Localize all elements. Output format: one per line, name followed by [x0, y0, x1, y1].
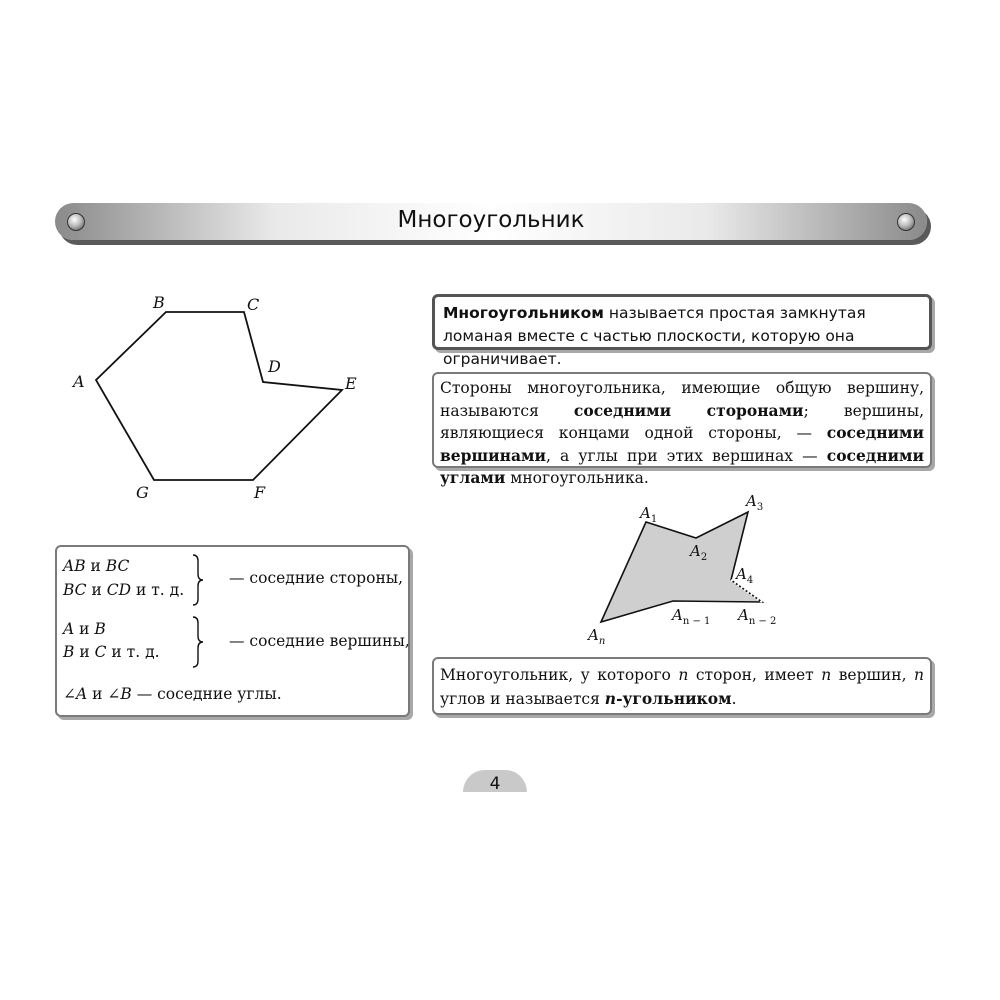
vertex-b: B: [94, 620, 106, 638]
term-n-gon: -угольником: [616, 689, 732, 708]
verts-example-line1: [63, 620, 106, 638]
ngon-definition-box: [432, 657, 932, 715]
ngon-label-a1: $A_1$: [640, 504, 658, 525]
ngon-label-an2: $A_{n - 2}$: [738, 606, 777, 627]
vertex-label-f: F: [254, 483, 266, 502]
conjunction: и: [74, 620, 95, 638]
angles-caption: — соседние углы.: [131, 685, 282, 703]
page-title: Многоугольник: [397, 207, 585, 233]
segment-cd: CD: [106, 581, 132, 599]
examples-box: [55, 545, 410, 717]
segment-ab: AB: [63, 557, 86, 575]
ngon-figure: [576, 484, 796, 648]
angle-a: ∠A: [63, 685, 88, 703]
ngon-text: сторон, имеет: [688, 666, 822, 684]
variable-n-bold: n: [604, 689, 617, 708]
brace-icon: [191, 615, 205, 669]
ngon-text: вершин,: [831, 666, 915, 684]
neighbors-text: ; вершины, являющиеся концами одной стороны, —: [440, 401, 924, 442]
neighbors-box: [432, 372, 932, 487]
sides-example-line1: [63, 557, 129, 575]
vertex-label-e: E: [345, 374, 357, 393]
polygon-abcdefg: [96, 312, 342, 480]
ngon-label-a3: $A_3$: [746, 492, 764, 513]
bolt-icon: [897, 213, 915, 231]
vertex-b: B: [63, 643, 75, 661]
ngon-label-an1: $A_{n - 1}$: [672, 606, 711, 627]
term-adjacent-vertices: соседними вершинами: [440, 423, 924, 465]
conjunction: и: [85, 557, 106, 575]
ngon-label-an: $A_n$: [588, 626, 606, 647]
brace-icon: [191, 553, 205, 607]
conjunction: и: [87, 685, 108, 703]
verts-example-line2: [63, 643, 160, 661]
etc-text: и т. д.: [106, 643, 160, 661]
page-number: 4: [463, 770, 527, 792]
conjunction: и: [74, 643, 95, 661]
variable-n: n: [678, 666, 689, 684]
angles-example-line: [63, 685, 282, 703]
vertex-label-d: D: [268, 357, 281, 376]
vertex-label-b: B: [153, 293, 165, 312]
neighbors-text: многоугольника.: [505, 469, 649, 487]
title-bar: [55, 203, 927, 240]
conjunction: и: [86, 581, 107, 599]
polygon-figure: [60, 282, 390, 502]
definition-term: Многоугольником: [443, 304, 604, 322]
ngon-text: углов и называется: [440, 690, 605, 708]
ngon-label-a4: $A_4$: [736, 565, 754, 586]
term-adjacent-angles: соседними углами: [440, 445, 924, 487]
verts-caption: — соседние вершины,: [229, 632, 410, 650]
vertex-c: C: [94, 643, 107, 661]
neighbors-text: , а углы при этих вершинах —: [545, 446, 827, 465]
ngon-label-a2: $A_2$: [690, 542, 708, 563]
vertex-label-a: A: [73, 372, 85, 391]
definition-text: называется простая замкнутая ломаная вместе с частью плоскости, которую она ограничивает.: [443, 304, 866, 368]
definition-box: [432, 294, 932, 368]
etc-text: и т. д.: [131, 581, 185, 599]
vertex-a: A: [63, 620, 75, 638]
variable-n: n: [821, 666, 832, 684]
vertex-label-g: G: [136, 483, 149, 502]
ngon-text: .: [731, 690, 737, 708]
sides-example-line2: [63, 581, 184, 599]
segment-bc: BC: [63, 581, 87, 599]
variable-n: n: [914, 666, 924, 684]
term-adjacent-sides: соседними сторонами: [573, 400, 804, 420]
angle-b: ∠B: [107, 685, 132, 703]
vertex-label-c: C: [247, 295, 260, 314]
ngon-text: Многоугольник, у которого: [440, 666, 679, 684]
neighbors-text: Стороны многоугольника, имеющие общую вершину, называются: [440, 379, 924, 420]
sides-caption: — соседние стороны,: [229, 569, 404, 587]
segment-bc: BC: [105, 557, 130, 575]
